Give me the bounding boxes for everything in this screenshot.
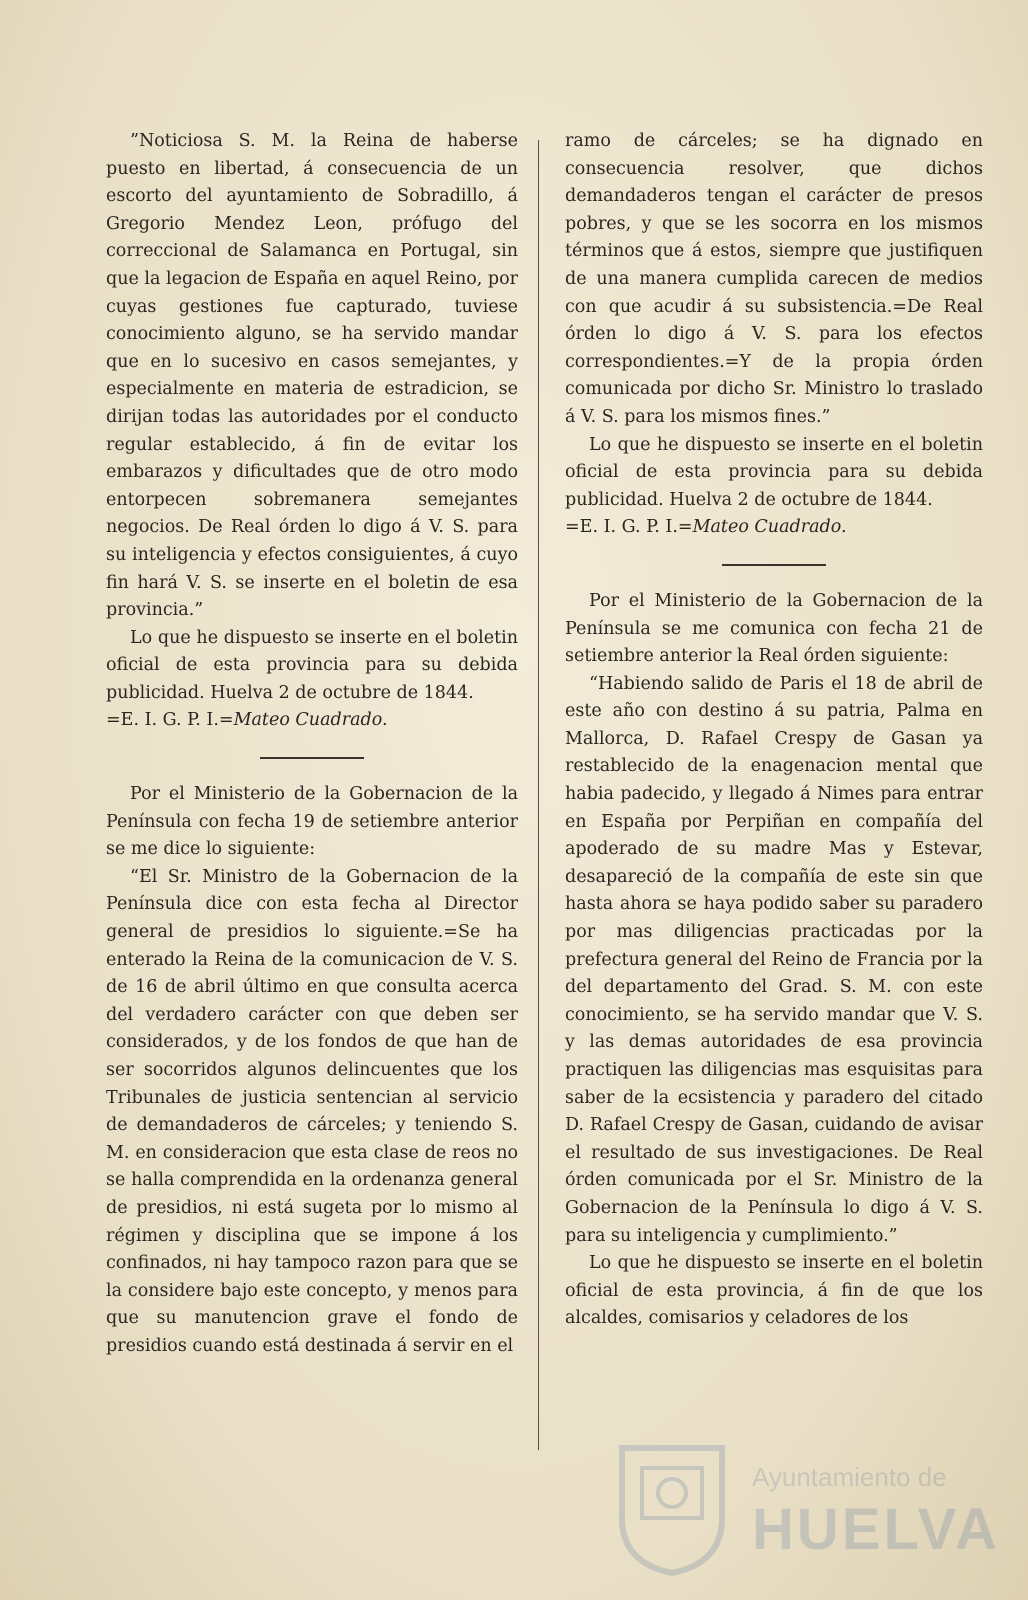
right-paragraph-3: Por el Ministerio de la Gobernacion de la Península se me comunica con fecha 21 de setiembre anterior la Real órden siguiente:: [565, 590, 983, 667]
left-column: [106, 128, 518, 1361]
left-signature: [106, 707, 518, 735]
watermark: [612, 1438, 1000, 1578]
column-divider: [538, 140, 539, 1450]
coat-of-arms-icon: [612, 1438, 732, 1578]
watermark-line1: Ayuntamiento de: [752, 1462, 947, 1492]
right-paragraph-4: “Habiendo salido de Paris el 18 de abril de este año con destino á su patria, Palma en Mallorca, D. Rafael Crespy de Gasan ya restablecido de la enagenacion mental que habia padecido, y llegado á Nimes para entrar en España por Perpiñan en compañía del apoderado de su madre Mas y Estevar, desapareció de la compañía de este sin que hasta ahora se haya podido saber su paradero por mas diligencias practicadas por la prefectura general del Reino de Francia por la del departamento del Grad. S. M. con este conocimiento, se ha servido mandar que V. S. y las demas autoridades de esa provincia practiquen las diligencias mas esquisitas para saber de la ecsistencia y paradero del citado D. Rafael Crespy de Gasan, cuidando de avisar el resultado de sus investigaciones. De Real órden comunicada por el Sr. Ministro de la Gobernacion de la Península lo digo á V. S. para su inteligencia y cumplimiento.”: [565, 673, 983, 1246]
section-separator: [260, 757, 364, 759]
right-signature-prefix: =E. I. G. P. I.=: [565, 517, 693, 538]
left-paragraph-1: ”Noticiosa S. M. la Reina de haberse puesto en libertad, á consecuencia de un escorto del ayuntamiento de Sobradillo, á Gregorio Mendez Leon, prófugo del correccional de Salamanca en Portugal, sin que la legacion de España en aquel Reino, por cuyas gestiones fue capturado, tuviese conocimiento alguno, se ha servido mandar que en lo sucesivo en casos semejantes, y especialmente en materia de estradicion, se dirijan todas las autoridades por el conducto regular establecido, á fin de evitar los embarazos y dificultades que de otro modo entorpecen sobremanera semejantes negocios. De Real órden lo digo á V. S. para su inteligencia y efectos consiguientes, á cuyo fin hará V. S. se inserte en el boletin de esa provincia.”: [106, 131, 518, 621]
right-paragraph-5: Lo que he dispuesto se inserte en el boletin oficial de esta provincia, á fin de que los alcaldes, comisarios y celadores de los: [565, 1253, 983, 1329]
right-column: [565, 128, 983, 1333]
right-paragraph-1: ramo de cárceles; se ha dignado en consecuencia resolver, que dichos demandaderos tengan el carácter de presos pobres, y que se les socorra en los mismos términos que á estos, siempre que justifiquen de una manera cumplida carecen de medios con que acudir á su subsistencia.=De Real órden lo digo á V. S. para los efectos correspondientes.=Y de la propia órden comunicada por dicho Sr. Ministro lo traslado á V. S. para los mismos fines.”: [565, 131, 983, 427]
right-signature: [565, 514, 983, 542]
left-paragraph-3: Por el Ministerio de la Gobernacion de la Península con fecha 19 de setiembre anterior se me dice lo siguiente:: [106, 784, 518, 860]
left-signature-name: Mateo Cuadrado.: [233, 710, 388, 731]
left-paragraph-2: Lo que he dispuesto se inserte en el boletin oficial de esta provincia para su debida publicidad. Huelva 2 de octubre de 1844.: [106, 627, 518, 703]
right-signature-name: Mateo Cuadrado.: [692, 517, 847, 538]
left-paragraph-4: “El Sr. Ministro de la Gobernacion de la Península dice con esta fecha al Director general de presidios lo siguiente.=Se ha enterado la Reina de la comunicacion de V. S. de 16 de abril último en que consulta acerca del verdadero carácter con que deben ser considerados, y de los fondos de que han de ser socorridos algunos delincuentes que los Tribunales de justicia sentencian al servicio de demandaderos de cárceles; y teniendo S. M. en consideracion que esta clase de reos no se halla comprendida en la ordenanza general de presidios, ni está sugeta por lo mismo al régimen y disciplina que se impone á los confinados, ni hay tampoco razon para que se la considere bajo este concepto, y menos para que su manutencion grave el fondo de presidios cuando está destinada á servir en el: [106, 866, 518, 1356]
section-separator: [722, 564, 826, 566]
left-signature-prefix: =E. I. G. P. I.=: [106, 710, 234, 731]
right-paragraph-2: Lo que he dispuesto se inserte en el boletin oficial de esta provincia para su debida publicidad. Huelva 2 de octubre de 1844.: [565, 434, 983, 510]
watermark-line2: HUELVA: [752, 1497, 1000, 1562]
